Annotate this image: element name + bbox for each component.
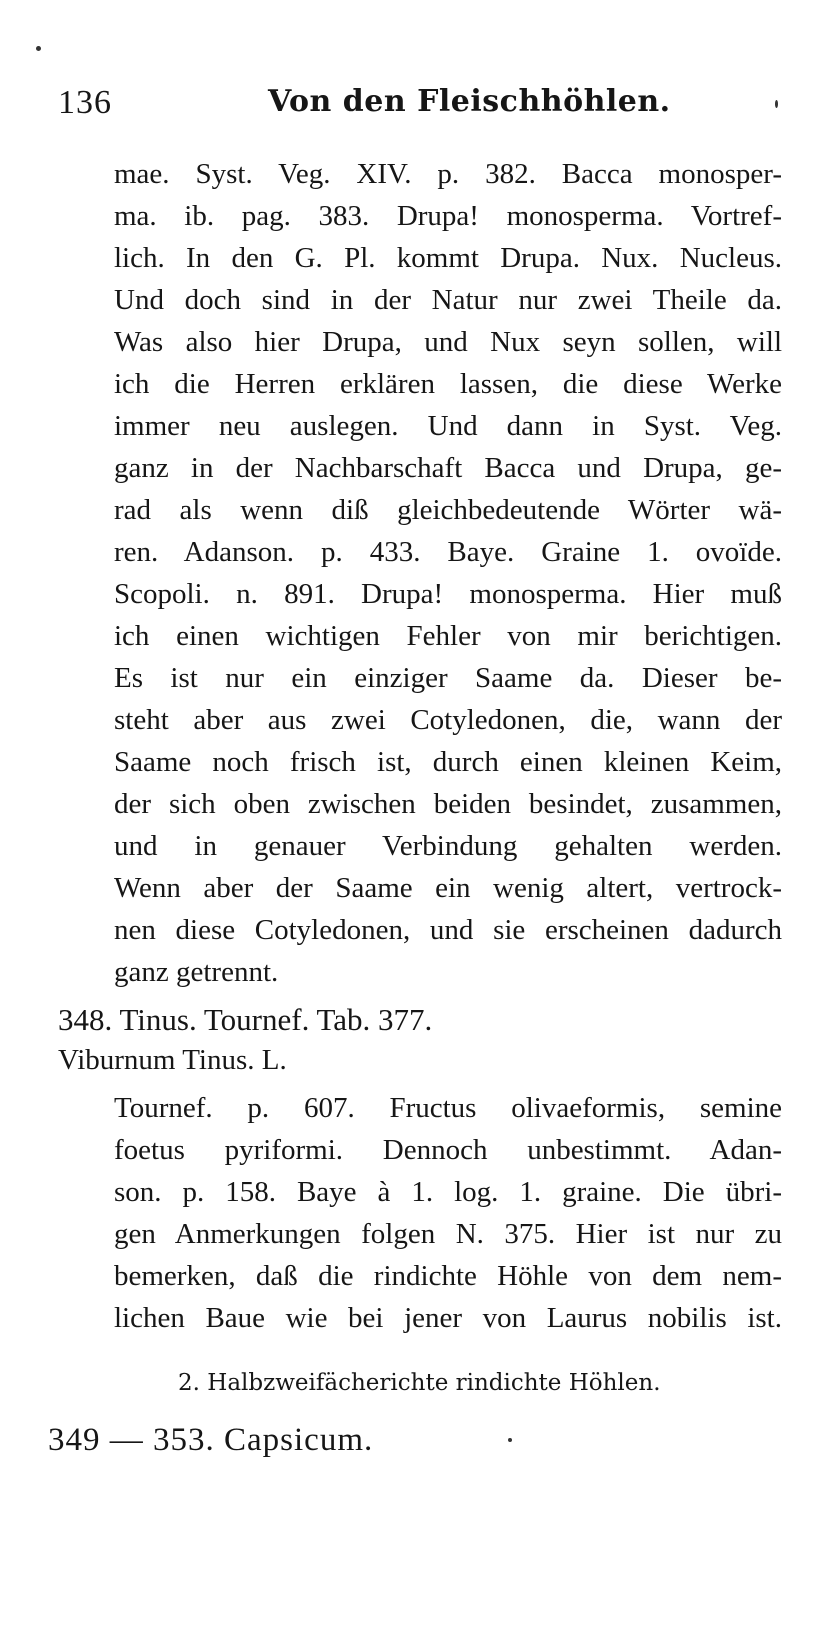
text-line: ren. Adanson. p. 433. Baye. Graine 1. ovoïde. [114,536,782,568]
ink-speck [775,100,778,108]
text-line: Scopoli. n. 891. Drupa! monosperma. Hier muß [114,578,782,610]
running-head: Von den Fleischhöhlen. [268,84,671,119]
text-line: der sich oben zwischen beiden besindet, zusammen, [114,788,782,820]
text-line: ganz getrennt. [114,956,279,988]
text-line: Und doch sind in der Natur nur zwei Theile da. [114,284,782,316]
text-line: rad als wenn diß gleichbedeutende Wörter wä- [114,494,782,526]
text-line: bemerken, daß die rindichte Höhle von dem nem- [114,1260,782,1292]
section-heading: 349 — 353. Capsicum. [48,1422,374,1458]
text-line: und in genauer Verbindung gehalten werden. [114,830,782,862]
text-line: son. p. 158. Baye à 1. log. 1. graine. Die übri- [114,1176,782,1208]
text-line: ich einen wichtigen Fehler von mir berichtigen. [114,620,782,652]
text-line: immer neu auslegen. Und dann in Syst. Veg. [114,410,782,442]
text-line: lichen Baue wie bei jener von Laurus nobilis ist. [114,1302,782,1334]
ink-speck [508,1438,512,1442]
text-line: foetus pyriformi. Dennoch unbestimmt. Adan- [114,1134,782,1166]
text-line: mae. Syst. Veg. XIV. p. 382. Bacca monosper- [114,158,782,190]
page-number: 136 [58,84,112,121]
page-header [58,84,798,134]
text-line: Was also hier Drupa, und Nux seyn sollen, will [114,326,782,358]
text-line: Tournef. p. 607. Fructus olivaeformis, semine [114,1092,782,1124]
text-line: nen diese Cotyledonen, und sie erscheinen dadurch [114,914,782,946]
text-line: steht aber aus zwei Cotyledonen, die, wann der [114,704,782,736]
text-line: Es ist nur ein einziger Saame da. Dieser be- [114,662,782,694]
entry-synonym: Viburnum Tinus. L. [58,1044,287,1076]
text-line: ich die Herren erklären lassen, die diese Werke [114,368,782,400]
text-line: ma. ib. pag. 383. Drupa! monosperma. Vortref- [114,200,782,232]
text-line: lich. In den G. Pl. kommt Drupa. Nux. Nucleus. [114,242,782,274]
entry-heading: 348. Tinus. Tournef. Tab. 377. [58,1002,433,1037]
subheading: 2. Halbzweifächerichte rindichte Höhlen. [178,1370,661,1396]
ink-speck [36,46,41,51]
text-line: ganz in der Nachbarschaft Bacca und Drupa, ge- [114,452,782,484]
text-line: Saame noch frisch ist, durch einen kleinen Keim, [114,746,782,778]
text-line: Wenn aber der Saame ein wenig altert, vertrock- [114,872,782,904]
text-line: gen Anmerkungen folgen N. 375. Hier ist nur zu [114,1218,782,1250]
